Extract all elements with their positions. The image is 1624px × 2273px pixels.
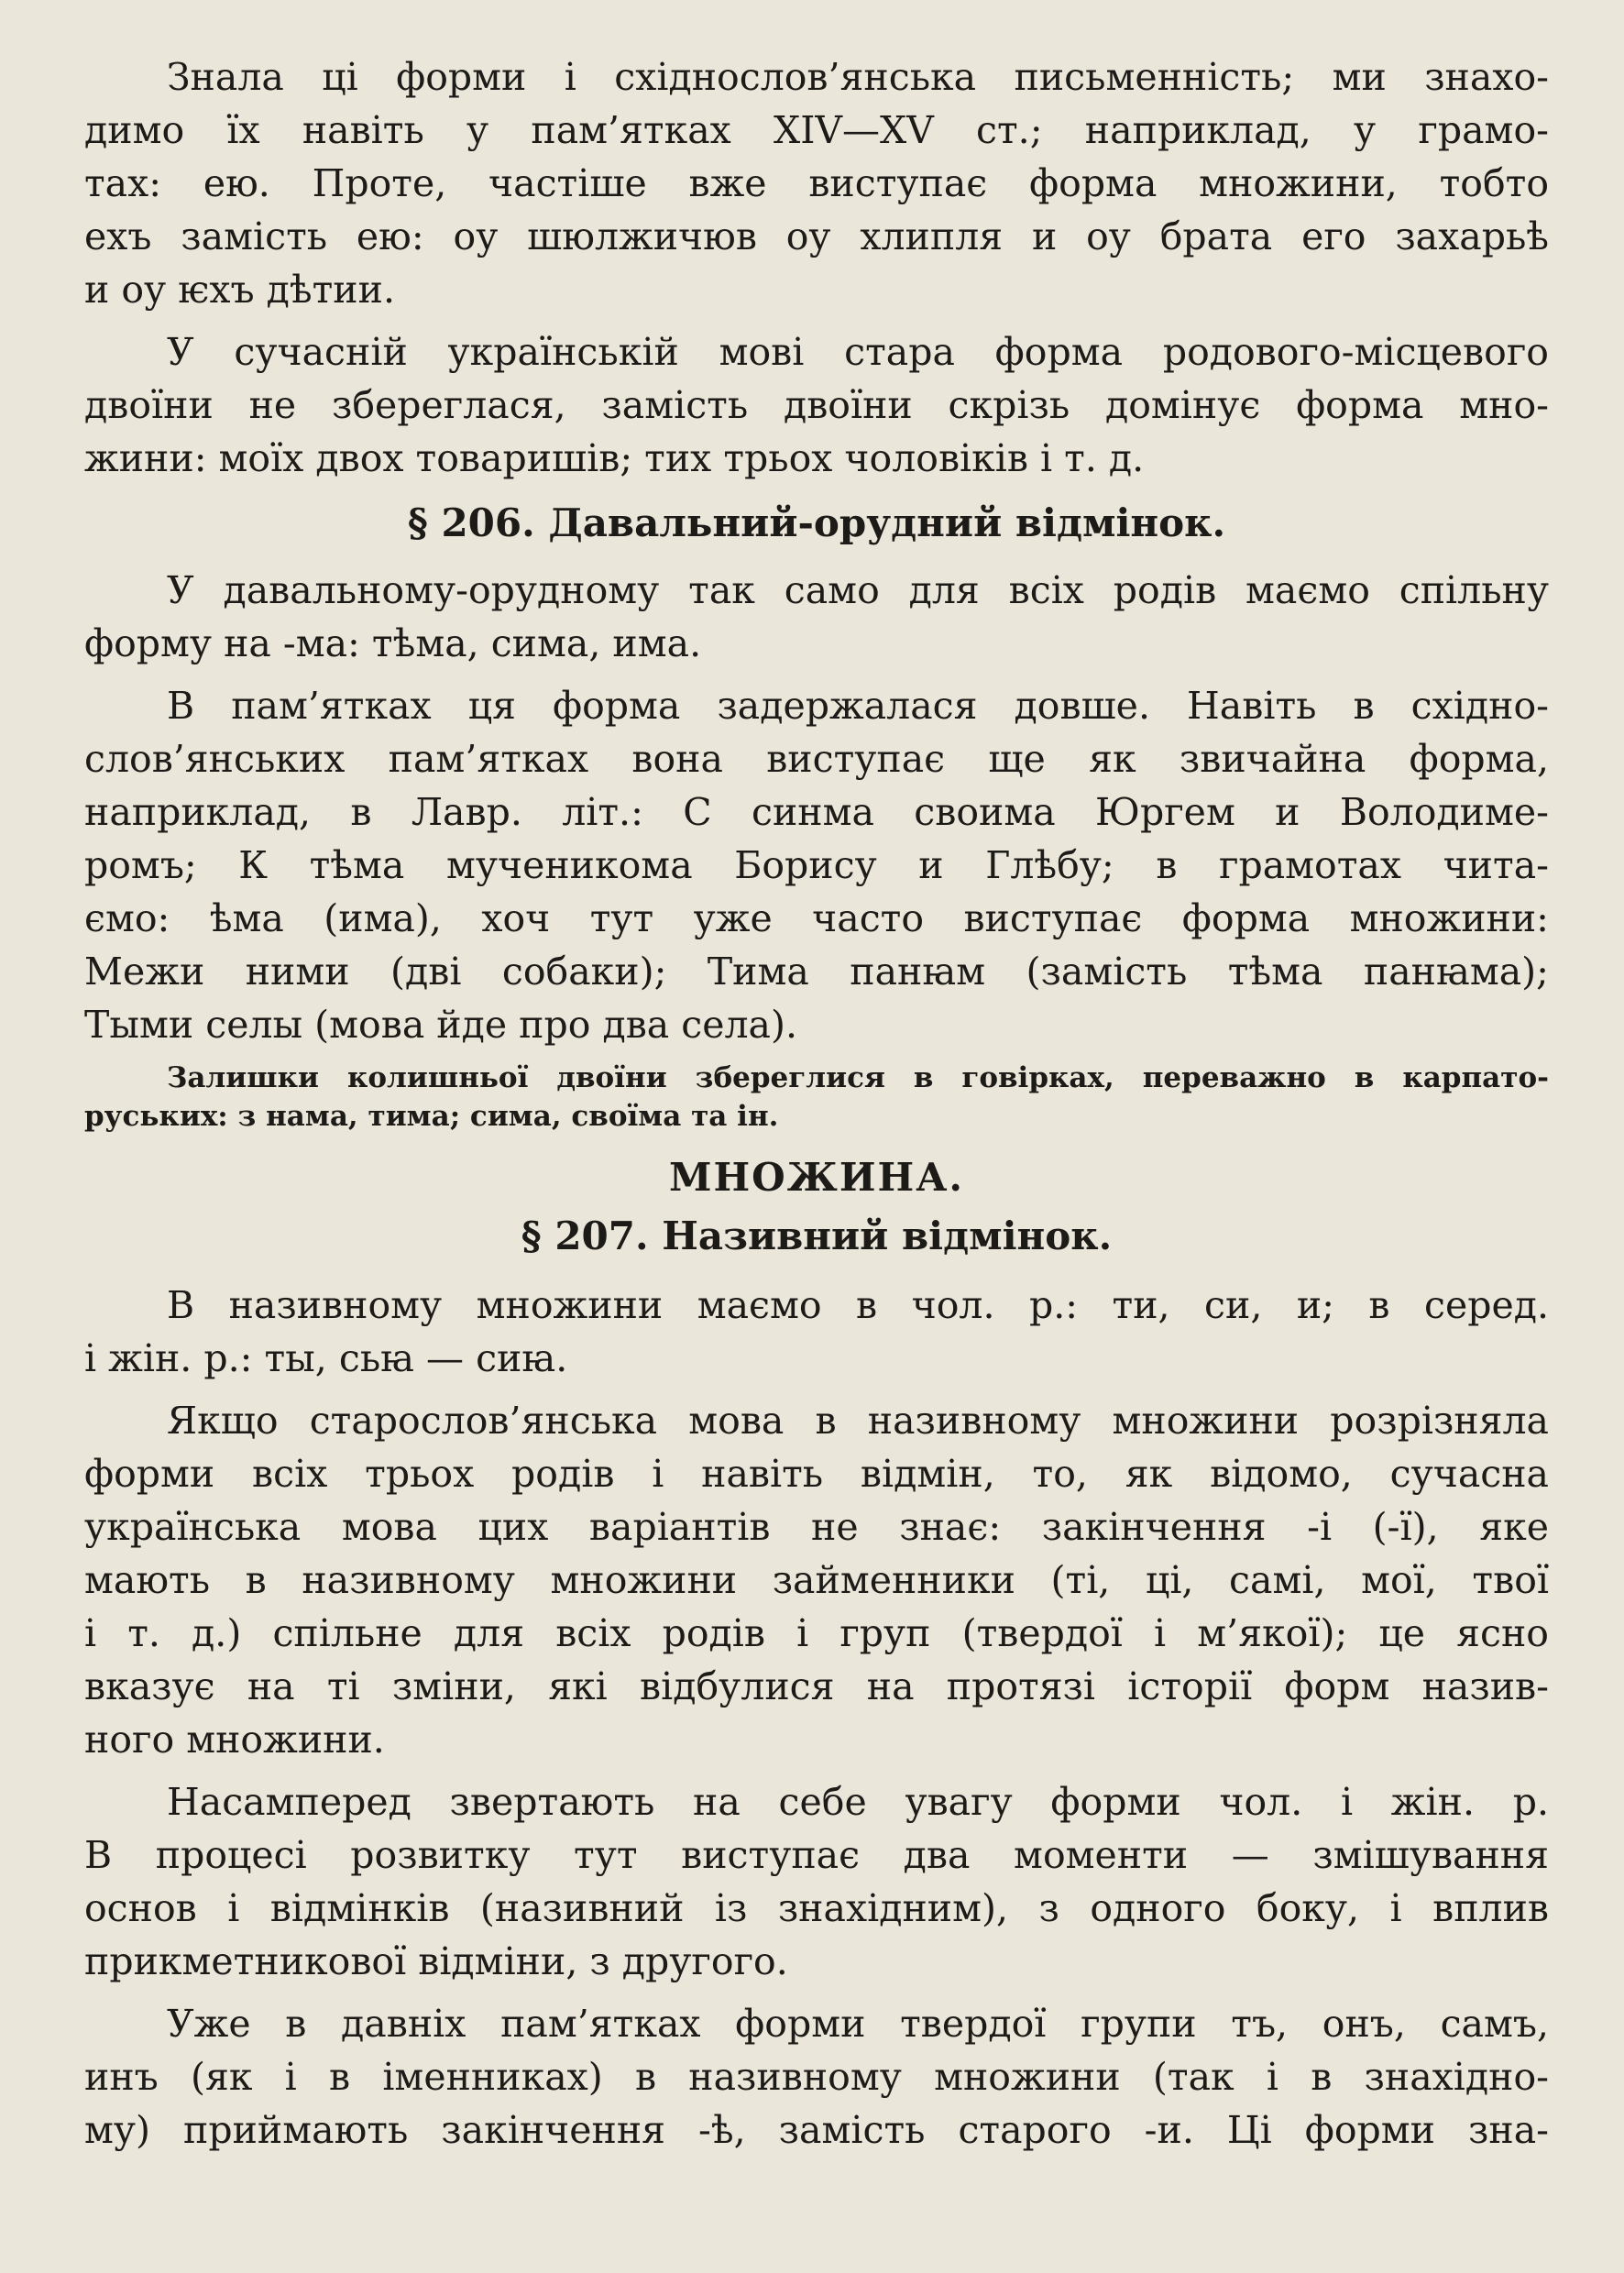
text-line: димо їх навіть у пам’ятках XIV—XV ст.; наприклад, у грамо- [84, 108, 1549, 152]
section-heading: § 207. Називний відмінок. [521, 1213, 1113, 1258]
text-line: В процесі розвитку тут виступає два моменти — змішування [84, 1833, 1549, 1877]
text-line: і т. д.) спільне для всіх родів і груп (твердої і м’якої); це ясно [84, 1611, 1549, 1655]
text-line: ехъ замість ею: оу шюлжичюв оу хлипля и оу брата его захарьѣ [84, 214, 1549, 258]
text-line: тах: ею. Проте, частіше вже виступає форма множини, тобто [84, 161, 1549, 205]
text-line: инъ (як і в іменниках) в називному множини (так і в знахідно- [84, 2055, 1549, 2099]
text-line: Межи ними (дві собаки); Тима панꙗм (замість тѣма панꙗма); [84, 950, 1549, 994]
text-line: У сучасній українській мові стара форма родового-місцевого [167, 330, 1549, 374]
text-line: В пам’ятках ця форма задержалася довше. Навіть в східно- [167, 684, 1549, 728]
text-line: и оу ѥхъ дѣтии. [84, 268, 395, 312]
text-line: ємо: ѣма (има), хоч тут уже часто виступає форма множини: [84, 896, 1549, 940]
text-line: Насамперед звертають на себе увагу форми чол. і жін. р. [167, 1780, 1549, 1824]
text-line: Уже в давніх пам’ятках форми твердої групи тъ, онъ, самъ, [167, 2002, 1549, 2046]
note-line: руських: з нама, тима; сима, своїма та ін. [84, 1100, 779, 1133]
text-line: Знала ці форми і східнослов’янська письменність; ми знахо- [167, 55, 1549, 99]
text-line: вказує на ті зміни, які відбулися на протязі історії форм назив- [84, 1664, 1549, 1708]
text-line: жини: моїх двох товаришів; тих трьох чоловіків і т. д. [84, 436, 1145, 480]
text-line: форму на -ма: тѣма, сима, има. [84, 621, 702, 665]
text-line: У давальному-орудному так само для всіх родів маємо спільну [167, 568, 1549, 612]
text-line: мають в називному множини займенники (ті, ці, самі, мої, твої [84, 1558, 1549, 1602]
chapter-heading: МНОЖИНА. [668, 1155, 965, 1200]
text-line: слов’янських пам’ятках вона виступає ще як звичайна форма, [84, 737, 1549, 781]
text-line: українська мова цих варіантів не знає: закінчення -і (-ї), яке [84, 1505, 1549, 1549]
note-line: Залишки колишньої двоїни збереглися в говірках, переважно в карпато- [167, 1061, 1549, 1094]
section-heading: § 206. Давальний-орудний відмінок. [407, 500, 1226, 545]
text-line: Якщо старослов’янська мова в називному множини розрізняла [167, 1399, 1549, 1443]
text-line: двоїни не збереглася, замість двоїни скрізь домінує форма мно- [84, 383, 1549, 427]
text-line: прикметникової відміни, з другого. [84, 1939, 788, 1983]
text-line: ромъ; К тѣма мученикома Борису и Глѣбу; в грамотах чита- [84, 843, 1549, 887]
text-line: і жін. р.: ты, сьꙗ — сиꙗ. [84, 1336, 568, 1380]
text-line: Тыми селы (мова йде про два села). [84, 1003, 797, 1047]
text-line: В називному множини маємо в чол. р.: ти, си, и; в серед. [167, 1283, 1549, 1327]
text-line: му) приймають закінчення -ѣ, замість старого -и. Ці форми зна- [84, 2108, 1549, 2152]
text-line: форми всіх трьох родів і навіть відмін, то, як відомо, сучасна [84, 1452, 1549, 1496]
text-line: основ і відмінків (називний із знахідним), з одного боку, і вплив [84, 1886, 1549, 1930]
text-line: ного множини. [84, 1718, 385, 1762]
text-line: наприклад, в Лавр. літ.: С синма своима Юргем и Володиме- [84, 790, 1549, 834]
